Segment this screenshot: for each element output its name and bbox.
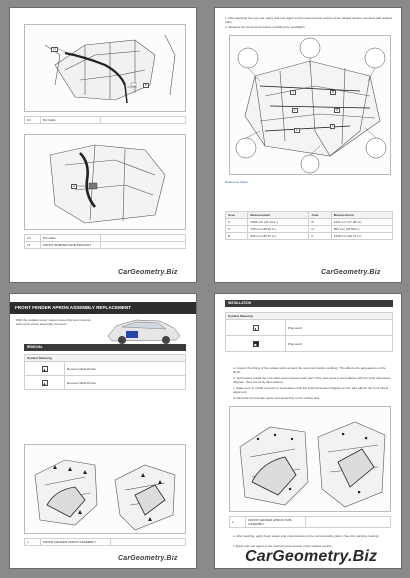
triangle-icon: ▲ xyxy=(42,380,47,386)
watermark: CarGeometry.Biz xyxy=(321,269,381,276)
table-row: E 929 mm (36.57 in.) F 1238 mm (48.74 in.) xyxy=(226,233,393,240)
page-1 xyxy=(9,7,197,283)
step-1: 1. After applying the top coat, apply anti-rust agent to the internal panel portion of the related section mounted with welded parts. xyxy=(225,16,392,25)
triangle-icon: ▲ xyxy=(42,366,47,372)
callout-d: D xyxy=(336,109,338,112)
illustration-bumper-bracket xyxy=(24,134,186,230)
step-c: c. Make sure to install correctly in accordance with the body dimension diagram as the part affects the front wheel alignment. xyxy=(233,386,389,395)
illustration-body-dimensions xyxy=(229,35,391,175)
table-row: ● Plug weld xyxy=(226,320,393,336)
table-row: 10 B4 Cable xyxy=(25,117,186,124)
callout-11: 11 xyxy=(73,185,76,188)
parts-table xyxy=(24,538,186,546)
section-title: FRONT FENDER APRON ASSEMBLY REPLACEMENT xyxy=(10,302,197,314)
table-row: ▲ Remove Weld Points xyxy=(25,362,186,376)
installation-bar: INSTALLATION xyxy=(225,300,393,307)
callout-a: A xyxy=(292,91,294,94)
illustration-front-frame-cable xyxy=(24,24,186,112)
parts-table-1 xyxy=(24,116,186,124)
page-4 xyxy=(214,293,402,569)
callout-e: E xyxy=(296,129,298,132)
step-f: f. Apply anti-rust agent to the internal panel portion of the related section. xyxy=(233,544,333,548)
table-row: 1 FRONT FENDER APRON SUB-ASSEMBLY xyxy=(230,517,391,528)
table-header-row: Symbol Meaning xyxy=(25,355,186,362)
reference-value-table xyxy=(225,211,393,240)
parts-table xyxy=(229,516,391,528)
watermark: CarGeometry.Biz xyxy=(118,555,178,562)
callout-f: F xyxy=(332,125,334,128)
reference-value-caption: Reference Value xyxy=(225,180,248,184)
callout-10: 10 xyxy=(53,48,56,51)
watermark: CarGeometry.Biz xyxy=(118,269,178,276)
square-weld-icon: ■ xyxy=(254,341,257,347)
callout-c: C xyxy=(294,109,296,112)
page-3 xyxy=(9,293,197,569)
table-row: 1 FRONT FENDER APRON ASSEMBLY xyxy=(25,539,186,546)
table-row: A 1093 mm (43.12 in.) B 1221 mm (47.28 in.) xyxy=(226,219,393,226)
step-a: a. Inspect the fitting of the related parts around the new parts before welding. This affects the appearance of the finish. xyxy=(233,366,386,375)
step-d: d. Weld the front fender apron sub-assembly to the vehicle side. xyxy=(233,396,321,400)
table-row: 10 B4 Cable xyxy=(25,235,186,242)
table-row: ▲ Remove Weld Points xyxy=(25,376,186,390)
table-header-row: Area Measurement Area Measurement xyxy=(226,212,393,219)
illustration-vehicle xyxy=(102,314,186,346)
step-2: 2. Measure the dimensions before installing the headlights. xyxy=(225,25,306,29)
page-2 xyxy=(214,7,402,283)
watermark: CarGeometry.Biz xyxy=(245,548,378,565)
callout-b: B xyxy=(332,91,334,94)
step-b: b. Temporarily install the new parts and measure each part of the new parts in accordance with the body dimension diagram. (See the body dimensions) xyxy=(233,376,391,385)
circle-weld-icon: ● xyxy=(254,325,257,331)
table-row: C 735 mm (28.94 in.) D 853 mm (33.58 in.) xyxy=(226,226,393,233)
symbol-table xyxy=(225,312,393,352)
illustration-fender-apron-install xyxy=(229,406,391,512)
intro-text: With the radiator upper support assembly and cowl top side upper panel assembly removed. xyxy=(16,318,91,327)
table-row: 11 FRONT BUMPER SIDE BRACKET xyxy=(25,242,186,249)
step-e: e. After welding, apply body sealer and undercoating to the corresponding parts. (See the painting coating) xyxy=(233,534,379,538)
table-row: ■ Plug weld xyxy=(226,336,393,352)
parts-table-2 xyxy=(24,234,186,249)
table-header-row: Symbol Meaning xyxy=(226,313,393,320)
removal-bar: REMOVAL xyxy=(24,344,186,351)
illustration-fender-apron-removal xyxy=(24,444,186,534)
symbol-table xyxy=(24,354,186,390)
callout-b: B xyxy=(145,84,147,87)
